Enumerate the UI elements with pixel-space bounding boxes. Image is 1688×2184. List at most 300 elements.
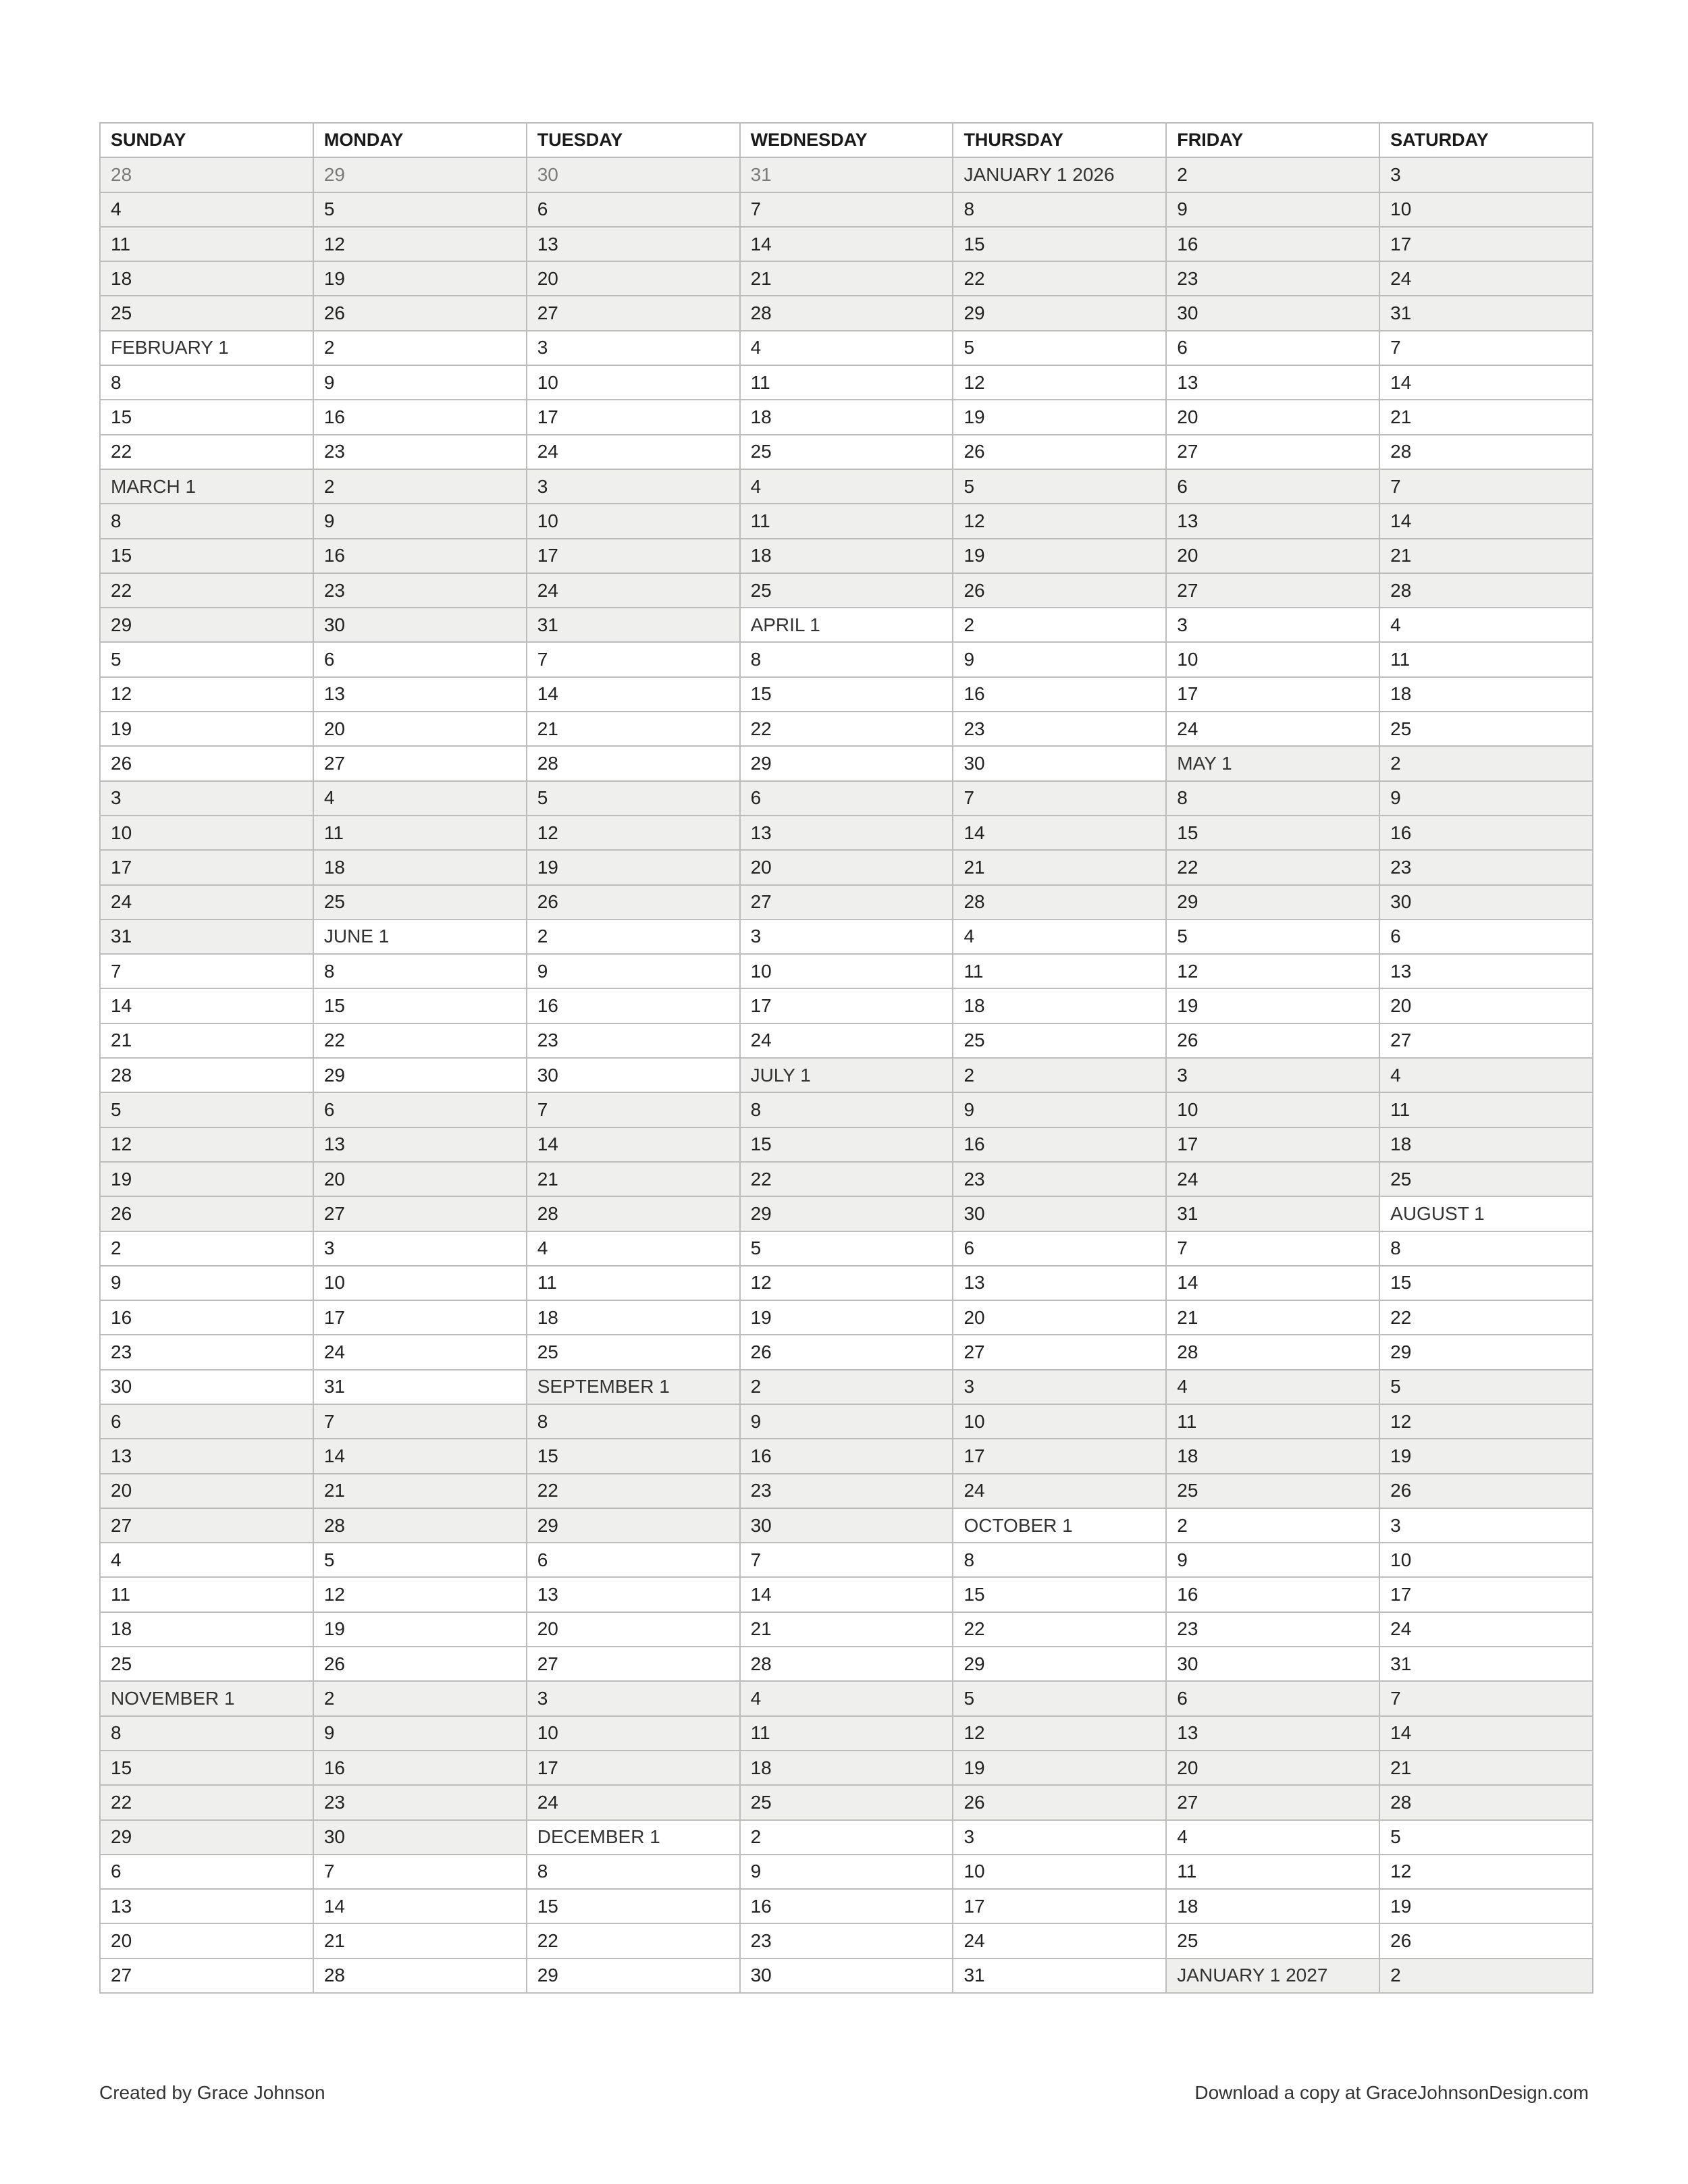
day-cell: 15 <box>1166 816 1379 850</box>
day-cell: 26 <box>527 885 740 920</box>
week-row <box>100 469 1593 504</box>
day-cell: 24 <box>953 1474 1166 1508</box>
day-cell: 21 <box>953 850 1166 884</box>
day-cell: 11 <box>1379 642 1593 676</box>
day-cell: 15 <box>100 539 313 573</box>
day-cell: 30 <box>740 1959 953 1993</box>
day-cell: 7 <box>527 642 740 676</box>
day-cell: 11 <box>1379 1092 1593 1127</box>
day-cell: 12 <box>100 1127 313 1162</box>
day-cell: 11 <box>953 954 1166 988</box>
day-cell: 21 <box>527 712 740 746</box>
day-cell: 17 <box>953 1439 1166 1473</box>
day-cell: 15 <box>740 1127 953 1162</box>
day-cell: AUGUST 1 <box>1379 1196 1593 1231</box>
week-row <box>100 1785 1593 1819</box>
day-cell: 2 <box>953 1058 1166 1092</box>
day-cell: 27 <box>100 1959 313 1993</box>
day-cell: 7 <box>1379 1681 1593 1715</box>
day-cell: 21 <box>1379 1751 1593 1785</box>
header-sunday: SUNDAY <box>100 123 313 157</box>
week-row <box>100 1404 1593 1439</box>
day-cell: 23 <box>313 573 527 608</box>
day-cell: 20 <box>953 1300 1166 1335</box>
week-row <box>100 1266 1593 1300</box>
day-cell: 24 <box>100 885 313 920</box>
day-cell: 15 <box>1379 1266 1593 1300</box>
day-cell: 28 <box>740 296 953 330</box>
day-cell: 11 <box>100 1577 313 1612</box>
day-cell: 12 <box>100 677 313 712</box>
day-cell: 22 <box>1166 850 1379 884</box>
day-cell: 17 <box>740 988 953 1023</box>
day-cell: JULY 1 <box>740 1058 953 1092</box>
day-cell: 18 <box>740 539 953 573</box>
day-cell: OCTOBER 1 <box>953 1508 1166 1543</box>
day-cell: 31 <box>740 157 953 192</box>
day-cell: 27 <box>313 1196 527 1231</box>
day-cell: 18 <box>100 261 313 296</box>
day-cell: 16 <box>1166 227 1379 261</box>
day-cell: 15 <box>527 1439 740 1473</box>
week-row <box>100 850 1593 884</box>
day-cell: 2 <box>740 1820 953 1855</box>
day-cell: 31 <box>1379 296 1593 330</box>
day-cell: 3 <box>1166 608 1379 642</box>
day-cell: 5 <box>740 1231 953 1266</box>
day-cell: 23 <box>1166 261 1379 296</box>
day-cell: 7 <box>100 954 313 988</box>
day-cell: JANUARY 1 2026 <box>953 157 1166 192</box>
week-row <box>100 642 1593 676</box>
week-row <box>100 1681 1593 1715</box>
day-cell: 13 <box>313 677 527 712</box>
day-cell: 26 <box>100 746 313 780</box>
day-cell: 22 <box>100 573 313 608</box>
day-cell: 16 <box>313 539 527 573</box>
day-cell: 27 <box>953 1335 1166 1369</box>
day-cell: 30 <box>527 1058 740 1092</box>
week-row <box>100 1474 1593 1508</box>
day-cell: 9 <box>740 1404 953 1439</box>
week-row <box>100 192 1593 227</box>
day-cell: 22 <box>953 261 1166 296</box>
day-cell: 24 <box>1166 1162 1379 1196</box>
header-thursday: THURSDAY <box>953 123 1166 157</box>
day-cell: 18 <box>1166 1889 1379 1923</box>
day-cell: 17 <box>527 1751 740 1785</box>
day-cell: 21 <box>1379 539 1593 573</box>
day-cell: 8 <box>1379 1231 1593 1266</box>
day-cell: 28 <box>100 1058 313 1092</box>
day-cell: 26 <box>953 573 1166 608</box>
day-cell: 11 <box>740 504 953 538</box>
day-cell: 14 <box>740 227 953 261</box>
day-cell: 14 <box>1379 365 1593 400</box>
week-row <box>100 1751 1593 1785</box>
day-cell: 20 <box>1166 1751 1379 1785</box>
week-row <box>100 920 1593 954</box>
week-row <box>100 1612 1593 1647</box>
day-cell: 9 <box>1379 781 1593 816</box>
week-row <box>100 1820 1593 1855</box>
day-cell: 2 <box>740 1370 953 1404</box>
day-cell: 15 <box>100 1751 313 1785</box>
day-cell: 5 <box>100 1092 313 1127</box>
day-cell: 30 <box>527 157 740 192</box>
day-cell: 20 <box>1166 539 1379 573</box>
day-cell: 7 <box>527 1092 740 1127</box>
day-cell: 29 <box>953 296 1166 330</box>
day-cell: 16 <box>953 1127 1166 1162</box>
day-cell: 19 <box>953 400 1166 434</box>
day-cell: 21 <box>1379 400 1593 434</box>
day-cell: 20 <box>313 712 527 746</box>
day-cell: 22 <box>740 1162 953 1196</box>
week-row <box>100 1231 1593 1266</box>
day-cell: 9 <box>313 504 527 538</box>
day-cell: 31 <box>953 1959 1166 1993</box>
day-cell: 27 <box>313 746 527 780</box>
day-cell: 25 <box>740 435 953 469</box>
week-row <box>100 1092 1593 1127</box>
day-cell: 5 <box>313 192 527 227</box>
day-cell: 13 <box>1166 1716 1379 1751</box>
day-cell: 10 <box>1166 642 1379 676</box>
day-cell: 10 <box>953 1855 1166 1889</box>
weekday-header-row <box>100 123 1593 157</box>
day-cell: 19 <box>953 1751 1166 1785</box>
day-cell: 17 <box>953 1889 1166 1923</box>
day-cell: 12 <box>313 1577 527 1612</box>
day-cell: 20 <box>313 1162 527 1196</box>
day-cell: 9 <box>100 1266 313 1300</box>
day-cell: 23 <box>527 1023 740 1058</box>
day-cell: 11 <box>313 816 527 850</box>
day-cell: 25 <box>1166 1923 1379 1958</box>
day-cell: 3 <box>740 920 953 954</box>
day-cell: 30 <box>1166 296 1379 330</box>
day-cell: 3 <box>953 1820 1166 1855</box>
day-cell: 24 <box>1379 261 1593 296</box>
day-cell: 22 <box>1379 1300 1593 1335</box>
day-cell: 19 <box>1379 1889 1593 1923</box>
day-cell: 3 <box>1166 1058 1379 1092</box>
day-cell: MAY 1 <box>1166 746 1379 780</box>
day-cell: 3 <box>527 331 740 365</box>
week-row <box>100 573 1593 608</box>
day-cell: 29 <box>313 157 527 192</box>
day-cell: 19 <box>313 1612 527 1647</box>
day-cell: 4 <box>740 331 953 365</box>
day-cell: 16 <box>1166 1577 1379 1612</box>
day-cell: 5 <box>527 781 740 816</box>
day-cell: 30 <box>953 1196 1166 1231</box>
day-cell: 2 <box>313 1681 527 1715</box>
day-cell: 26 <box>100 1196 313 1231</box>
day-cell: 15 <box>313 988 527 1023</box>
day-cell: 9 <box>313 1716 527 1751</box>
day-cell: 14 <box>740 1577 953 1612</box>
day-cell: 2 <box>1379 1959 1593 1993</box>
footer-download-link[interactable]: Download a copy at GraceJohnsonDesign.com <box>1194 2082 1589 2103</box>
day-cell: 16 <box>953 677 1166 712</box>
day-cell: 27 <box>740 885 953 920</box>
day-cell: 5 <box>1379 1370 1593 1404</box>
day-cell: 10 <box>740 954 953 988</box>
day-cell: SEPTEMBER 1 <box>527 1370 740 1404</box>
week-row <box>100 157 1593 192</box>
day-cell: 13 <box>313 1127 527 1162</box>
day-cell: 28 <box>100 157 313 192</box>
week-row <box>100 781 1593 816</box>
day-cell: 4 <box>1166 1820 1379 1855</box>
day-cell: 25 <box>1379 1162 1593 1196</box>
day-cell: 24 <box>1166 712 1379 746</box>
day-cell: 18 <box>740 1751 953 1785</box>
day-cell: 3 <box>100 781 313 816</box>
day-cell: 21 <box>100 1023 313 1058</box>
day-cell: 30 <box>100 1370 313 1404</box>
day-cell: 3 <box>527 469 740 504</box>
day-cell: 6 <box>313 1092 527 1127</box>
week-row <box>100 1300 1593 1335</box>
day-cell: 14 <box>100 988 313 1023</box>
day-cell: 28 <box>313 1508 527 1543</box>
day-cell: 20 <box>527 1612 740 1647</box>
day-cell: 9 <box>953 1092 1166 1127</box>
day-cell: 26 <box>313 1647 527 1681</box>
day-cell: 26 <box>1379 1474 1593 1508</box>
week-row <box>100 608 1593 642</box>
day-cell: 10 <box>1379 192 1593 227</box>
day-cell: 13 <box>1166 504 1379 538</box>
week-row <box>100 1543 1593 1577</box>
day-cell: 19 <box>100 1162 313 1196</box>
day-cell: 14 <box>313 1439 527 1473</box>
day-cell: 6 <box>1166 331 1379 365</box>
day-cell: 16 <box>740 1439 953 1473</box>
day-cell: 29 <box>527 1959 740 1993</box>
day-cell: 15 <box>527 1889 740 1923</box>
day-cell: 26 <box>313 296 527 330</box>
day-cell: 12 <box>1379 1855 1593 1889</box>
week-row <box>100 365 1593 400</box>
day-cell: 3 <box>1379 1508 1593 1543</box>
day-cell: 4 <box>527 1231 740 1266</box>
day-cell: 23 <box>953 1162 1166 1196</box>
day-cell: 27 <box>100 1508 313 1543</box>
week-row <box>100 227 1593 261</box>
day-cell: 24 <box>527 573 740 608</box>
day-cell: 2 <box>1166 1508 1379 1543</box>
day-cell: 17 <box>313 1300 527 1335</box>
day-cell: 19 <box>100 712 313 746</box>
day-cell: 29 <box>100 1820 313 1855</box>
day-cell: 16 <box>740 1889 953 1923</box>
week-row <box>100 331 1593 365</box>
day-cell: 13 <box>100 1889 313 1923</box>
day-cell: 13 <box>953 1266 1166 1300</box>
day-cell: 13 <box>1379 954 1593 988</box>
day-cell: 6 <box>740 781 953 816</box>
day-cell: 12 <box>1166 954 1379 988</box>
day-cell: 12 <box>953 1716 1166 1751</box>
day-cell: 7 <box>953 781 1166 816</box>
day-cell: 28 <box>740 1647 953 1681</box>
day-cell: 8 <box>953 192 1166 227</box>
day-cell: 6 <box>527 192 740 227</box>
day-cell: 31 <box>1379 1647 1593 1681</box>
day-cell: 10 <box>527 504 740 538</box>
day-cell: 8 <box>313 954 527 988</box>
day-cell: 2 <box>1379 746 1593 780</box>
day-cell: 16 <box>527 988 740 1023</box>
day-cell: 25 <box>100 1647 313 1681</box>
day-cell: 23 <box>1166 1612 1379 1647</box>
day-cell: 6 <box>1379 920 1593 954</box>
day-cell: 17 <box>1166 1127 1379 1162</box>
day-cell: 26 <box>740 1335 953 1369</box>
week-row <box>100 712 1593 746</box>
day-cell: 15 <box>953 227 1166 261</box>
week-row <box>100 1370 1593 1404</box>
day-cell: 11 <box>740 365 953 400</box>
week-row <box>100 1335 1593 1369</box>
week-row <box>100 988 1593 1023</box>
day-cell: 24 <box>527 1785 740 1819</box>
week-row <box>100 539 1593 573</box>
day-cell: 19 <box>1166 988 1379 1023</box>
day-cell: 12 <box>527 816 740 850</box>
day-cell: 30 <box>953 746 1166 780</box>
day-cell: 4 <box>740 469 953 504</box>
day-cell: 23 <box>740 1923 953 1958</box>
day-cell: 20 <box>100 1474 313 1508</box>
day-cell: 22 <box>527 1923 740 1958</box>
day-cell: 18 <box>1166 1439 1379 1473</box>
day-cell: 17 <box>527 539 740 573</box>
week-row <box>100 954 1593 988</box>
day-cell: 16 <box>1379 816 1593 850</box>
day-cell: 9 <box>527 954 740 988</box>
day-cell: 9 <box>740 1855 953 1889</box>
day-cell: 16 <box>100 1300 313 1335</box>
day-cell: 8 <box>1166 781 1379 816</box>
day-cell: 22 <box>527 1474 740 1508</box>
day-cell: 26 <box>1379 1923 1593 1958</box>
calendar-body <box>100 157 1593 1993</box>
day-cell: 10 <box>100 816 313 850</box>
day-cell: 25 <box>740 1785 953 1819</box>
day-cell: 2 <box>100 1231 313 1266</box>
day-cell: 6 <box>100 1404 313 1439</box>
day-cell: 29 <box>740 1196 953 1231</box>
day-cell: 10 <box>313 1266 527 1300</box>
day-cell: 10 <box>527 365 740 400</box>
day-cell: 5 <box>1166 920 1379 954</box>
day-cell: 23 <box>313 435 527 469</box>
day-cell: 25 <box>1379 712 1593 746</box>
day-cell: 18 <box>740 400 953 434</box>
day-cell: 8 <box>527 1404 740 1439</box>
day-cell: 18 <box>100 1612 313 1647</box>
week-row <box>100 1923 1593 1958</box>
day-cell: 14 <box>1379 504 1593 538</box>
week-row <box>100 1058 1593 1092</box>
day-cell: 5 <box>1379 1820 1593 1855</box>
week-row <box>100 1889 1593 1923</box>
day-cell: 18 <box>313 850 527 884</box>
day-cell: 21 <box>1166 1300 1379 1335</box>
day-cell: 18 <box>953 988 1166 1023</box>
day-cell: 2 <box>313 469 527 504</box>
day-cell: 12 <box>740 1266 953 1300</box>
day-cell: 30 <box>313 608 527 642</box>
day-cell: 4 <box>1379 1058 1593 1092</box>
week-row <box>100 1162 1593 1196</box>
day-cell: 9 <box>953 642 1166 676</box>
header-tuesday: TUESDAY <box>527 123 740 157</box>
day-cell: 6 <box>1166 469 1379 504</box>
day-cell: 25 <box>1166 1474 1379 1508</box>
day-cell: 15 <box>740 677 953 712</box>
day-cell: 31 <box>527 608 740 642</box>
day-cell: 28 <box>1379 1785 1593 1819</box>
day-cell: 30 <box>740 1508 953 1543</box>
header-saturday: SATURDAY <box>1379 123 1593 157</box>
day-cell: 8 <box>100 504 313 538</box>
day-cell: 25 <box>313 885 527 920</box>
day-cell: 21 <box>740 261 953 296</box>
day-cell: 15 <box>953 1577 1166 1612</box>
day-cell: 20 <box>1379 988 1593 1023</box>
day-cell: 29 <box>1379 1335 1593 1369</box>
week-row <box>100 400 1593 434</box>
day-cell: 28 <box>527 1196 740 1231</box>
week-row <box>100 435 1593 469</box>
day-cell: 13 <box>527 227 740 261</box>
day-cell: 17 <box>100 850 313 884</box>
day-cell: 31 <box>313 1370 527 1404</box>
week-row <box>100 1439 1593 1473</box>
day-cell: 19 <box>953 539 1166 573</box>
day-cell: 23 <box>953 712 1166 746</box>
day-cell: 18 <box>1379 677 1593 712</box>
day-cell: 19 <box>740 1300 953 1335</box>
day-cell: 22 <box>100 435 313 469</box>
day-cell: 12 <box>313 227 527 261</box>
day-cell: 13 <box>100 1439 313 1473</box>
day-cell: 4 <box>953 920 1166 954</box>
day-cell: 6 <box>527 1543 740 1577</box>
day-cell: 25 <box>100 296 313 330</box>
day-cell: 22 <box>100 1785 313 1819</box>
day-cell: 31 <box>1166 1196 1379 1231</box>
day-cell: 3 <box>1379 157 1593 192</box>
day-cell: 10 <box>1166 1092 1379 1127</box>
day-cell: 7 <box>313 1404 527 1439</box>
day-cell: 6 <box>1166 1681 1379 1715</box>
day-cell: 27 <box>1379 1023 1593 1058</box>
day-cell: 14 <box>953 816 1166 850</box>
day-cell: 7 <box>740 1543 953 1577</box>
day-cell: 17 <box>1379 227 1593 261</box>
day-cell: 14 <box>1166 1266 1379 1300</box>
day-cell: 16 <box>313 400 527 434</box>
day-cell: 5 <box>953 331 1166 365</box>
day-cell: 11 <box>740 1716 953 1751</box>
